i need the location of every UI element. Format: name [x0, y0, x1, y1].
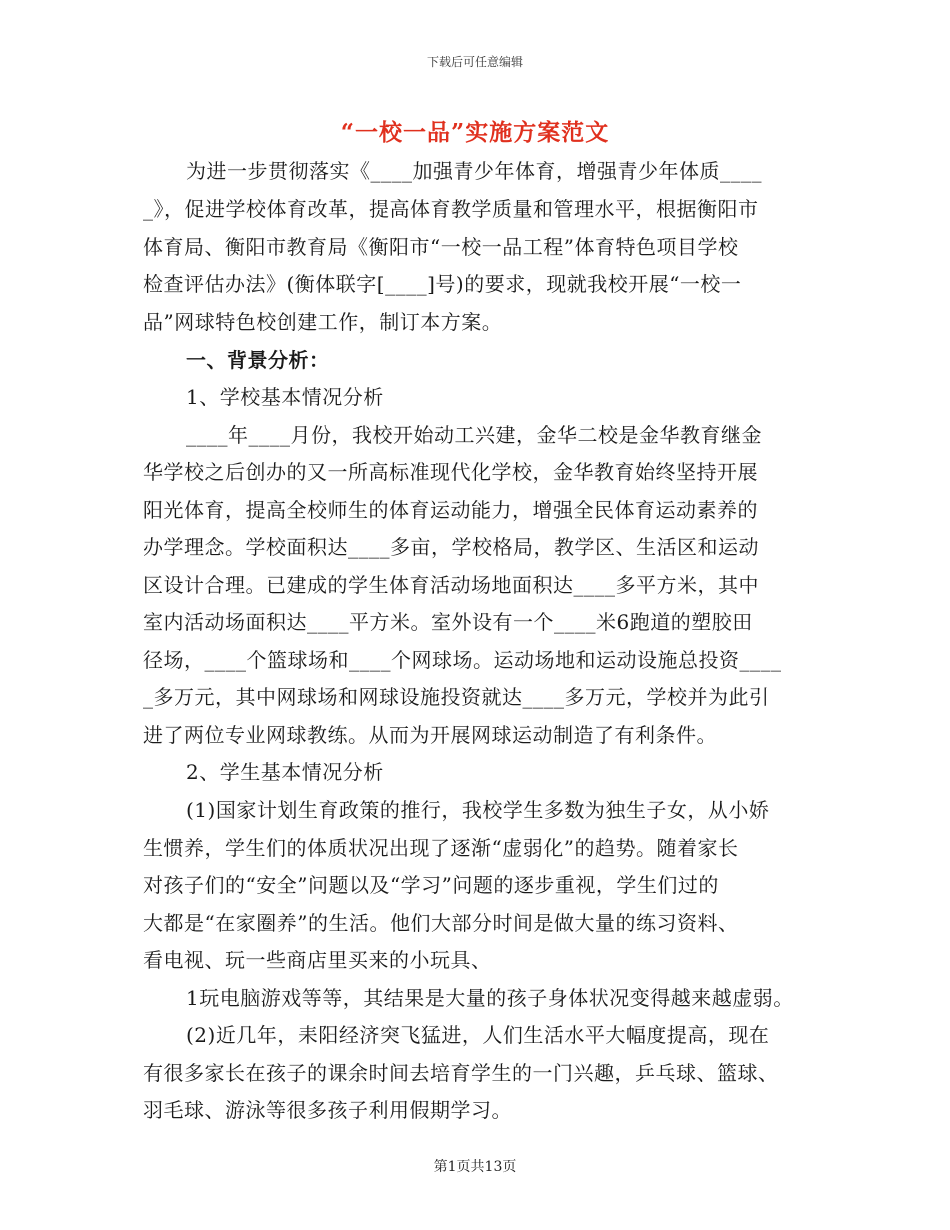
paragraph-line: _多万元，其中网球场和网球设施投资就达____多万元，学校并为此引 — [143, 685, 770, 709]
paragraph-line: 有很多家长在孩子的课余时间去培育学生的一门兴趣，乒乓球、篮球、 — [143, 1061, 779, 1085]
document-title: “一校一品”实施方案范文 — [340, 119, 610, 146]
subsection-heading: 1、学校基本情况分析 — [186, 385, 384, 409]
paragraph-line: (2)近几年，耒阳经济突飞猛进，人们生活水平大幅度提高，现在 — [186, 1023, 770, 1047]
paragraph-line: 区设计合理。已建成的学生体育活动场地面积达____多平方米，其中 — [143, 573, 759, 597]
page-header: 下载后可任意编辑 — [426, 55, 523, 69]
paragraph-line: 办学理念。学校面积达____多亩，学校格局，教学区、生活区和运动 — [143, 535, 759, 559]
paragraph-line: 体育局、衡阳市教育局《衡阳市“一校一品工程”体育特色项目学校 — [143, 235, 739, 259]
paragraph-line: 阳光体育，提高全校师生的体育运动能力，增强全民体育运动素养的 — [143, 498, 758, 522]
section-heading: 一、背景分析： — [186, 348, 330, 372]
subsection-heading: 2、学生基本情况分析 — [186, 760, 384, 784]
paragraph-line: 对孩子们的“安全”问题以及“学习”问题的逐步重视，学生们过的 — [143, 873, 719, 897]
paragraph-line: 进了两位专业网球教练。从而为开展网球运动制造了有利条件。 — [143, 723, 717, 747]
paragraph-line: ____年____月份，我校开始动工兴建，金华二校是金华教育继金 — [186, 423, 762, 447]
paragraph-line: _》，促进学校体育改革，提高体育教学质量和管理水平，根据衡阳市 — [143, 197, 759, 221]
paragraph-line: 径场，____个篮球场和____个网球场。运动场地和运动设施总投资____ — [143, 648, 782, 672]
page-footer: 第1页共13页 — [433, 1159, 517, 1175]
paragraph-line: 检查评估办法》(衡体联字[____]号)的要求，现就我校开展“一校一 — [143, 272, 742, 296]
paragraph-line: 大都是“在家圈养”的生活。他们大部分时间是做大量的练习资料、 — [143, 911, 739, 935]
paragraph-line: 1玩电脑游戏等等，其结果是大量的孩子身体状况变得越来越虚弱。 — [186, 986, 794, 1010]
paragraph-line: 室内活动场面积达____平方米。室外设有一个____米6跑道的塑胶田 — [143, 610, 753, 634]
paragraph-line: 品”网球特色校创建工作，制订本方案。 — [143, 310, 503, 334]
paragraph-line: 看电视、玩一些商店里买来的小玩具、 — [143, 948, 492, 972]
paragraph-line: 羽毛球、游泳等很多孩子利用假期学习。 — [143, 1098, 512, 1122]
paragraph-line: (1)国家计划生育政策的推行，我校学生多数为独生子女，从小娇 — [186, 798, 770, 822]
paragraph-line: 华学校之后创办的又一所高标准现代化学校，金华教育始终坚持开展 — [143, 460, 758, 484]
paragraph-line: 为进一步贯彻落实《____加强青少年体育，增强青少年体质____ — [186, 159, 762, 183]
paragraph-line: 生惯养，学生们的体质状况出现了逐渐“虚弱化”的趋势。随着家长 — [143, 836, 739, 860]
